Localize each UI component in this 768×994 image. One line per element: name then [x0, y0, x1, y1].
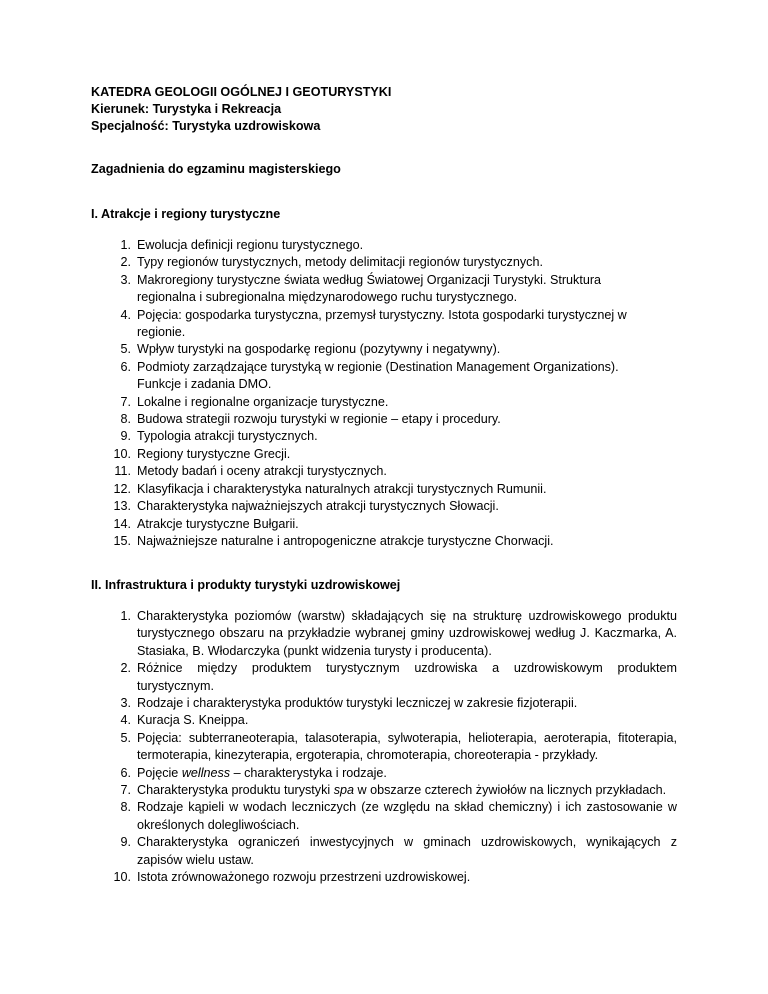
list-item — [0, 712, 677, 729]
item-text: Charakterystyka poziomów (warstw) składających się na strukturę uzdrowiskowego produktu turystycznego obszaru na przykładzie wybranej gminy uzdrowiskowej według J. Kaczmarka, A. Stasiaka, B. Włodarczyka (punkt widzenia turysty i producenta). — [137, 609, 677, 658]
list-item — [0, 765, 677, 782]
item-text-start: Charakterystyka produktu turystyki — [137, 783, 334, 798]
item-text: Typy regionów turystycznych, metody delimitacji regionów turystycznych. — [137, 255, 543, 270]
item-text: Najważniejsze naturalne i antropogeniczne atrakcje turystyczne Chorwacji. — [137, 533, 554, 548]
item-text: Rodzaje i charakterystyka produktów turystyki leczniczej w zakresie fizjoterapii. — [137, 696, 578, 711]
item-number: 2. — [120, 661, 131, 676]
list-item — [0, 834, 677, 869]
list-item — [0, 272, 668, 307]
section2-list — [0, 608, 677, 887]
section1-list — [0, 237, 668, 550]
list-item — [0, 307, 668, 342]
item-number: 5. — [120, 730, 131, 745]
item-number: 11. — [114, 464, 131, 479]
list-item — [0, 660, 677, 695]
list-item — [0, 782, 677, 799]
list-item — [0, 869, 677, 886]
item-number: 3. — [120, 272, 131, 287]
item-number: 3. — [120, 696, 131, 711]
item-text: Kuracja S. Kneippa. — [137, 713, 249, 728]
item-text: Rodzaje kąpieli w wodach leczniczych (ze względu na skład chemiczny) i ich zastosowanie w określonych dolegliwościach. — [137, 800, 677, 832]
item-number: 9. — [120, 835, 131, 850]
item-text: Charakterystyka najważniejszych atrakcji turystycznych Słowacji. — [137, 499, 499, 514]
item-text: Lokalne i regionalne organizacje turystyczne. — [137, 394, 389, 409]
item-text: Atrakcje turystyczne Bułgarii. — [137, 516, 299, 531]
list-item — [0, 608, 677, 660]
item-text: Regiony turystyczne Grecji. — [137, 446, 291, 461]
item-text-italic: spa — [333, 783, 354, 798]
item-number: 6. — [120, 359, 131, 374]
field-of-study: Kierunek: Turystyka i Rekreacja — [91, 102, 282, 116]
item-text: Budowa strategii rozwoju turystyki w regionie – etapy i procedury. — [137, 412, 501, 427]
item-text-italic: wellness — [181, 765, 231, 780]
list-item — [0, 341, 668, 358]
list-item — [0, 498, 668, 515]
item-number: 8. — [120, 800, 131, 815]
item-text: Klasyfikacja i charakterystyka naturalnych atrakcji turystycznych Rumunii. — [137, 481, 547, 496]
item-number: 4. — [120, 713, 131, 728]
item-number: 6. — [120, 765, 131, 780]
list-item — [0, 481, 668, 498]
item-text — [137, 765, 677, 782]
item-text: Różnice między produktem turystycznym uzdrowiska a uzdrowiskowym produktem turystycznym. — [137, 661, 677, 693]
exam-title: Zagadnienia do egzaminu magisterskiego — [91, 162, 341, 176]
list-item — [0, 446, 668, 463]
list-item — [0, 254, 668, 271]
list-item — [0, 533, 668, 550]
item-text — [137, 782, 677, 799]
item-text-end: – charakterystyka i rodzaje. — [230, 765, 387, 780]
list-item — [0, 394, 668, 411]
department-name: KATEDRA GEOLOGII OGÓLNEJ I GEOTURYSTYKI — [91, 85, 392, 99]
list-item — [0, 730, 677, 765]
item-number: 8. — [120, 412, 131, 427]
item-text: Makroregiony turystyczne świata według Światowej Organizacji Turystyki. Struktura regionalna i subregionalna międzynarodowego ruchu turystycznego. — [137, 272, 602, 305]
item-number: 5. — [120, 342, 131, 357]
item-text: Pojęcia: subterraneoterapia, talasoterapia, sylwoterapia, helioterapia, aeroterapia, fitoterapia, termoterapia, kinezyterapia, ergoterapia, chromoterapia, choreoterapia - przykłady. — [137, 730, 677, 763]
item-text: Typologia atrakcji turystycznych. — [137, 429, 318, 444]
item-number: 1. — [120, 609, 131, 623]
item-number: 10. — [113, 870, 131, 885]
item-text: Podmioty zarządzające turystyką w regionie (Destination Management Organizations). Funkcje i zadania DMO. — [137, 359, 619, 392]
list-item — [0, 411, 668, 428]
item-number: 9. — [120, 429, 131, 444]
list-item — [0, 516, 668, 533]
section1-heading: I. Atrakcje i regiony turystyczne — [91, 207, 281, 221]
item-text: Istota zrównoważonego rozwoju przestrzeni uzdrowiskowej. — [137, 870, 471, 885]
list-item — [0, 428, 668, 445]
item-number: 13. — [113, 499, 131, 514]
item-number: 2. — [120, 255, 131, 270]
item-number: 7. — [120, 783, 131, 798]
list-item — [0, 237, 668, 254]
item-text-start: Pojęcie — [137, 765, 182, 780]
list-item — [0, 463, 668, 480]
item-text: Metody badań i oceny atrakcji turystycznych. — [137, 464, 387, 479]
item-number: 14. — [113, 516, 131, 531]
item-number: 12. — [113, 481, 131, 496]
specialty: Specjalność: Turystyka uzdrowiskowa — [91, 119, 321, 133]
item-text: Pojęcia: gospodarka turystyczna, przemysł turystyczny. Istota gospodarki turystycznej w regionie. — [137, 307, 627, 340]
item-text: Ewolucja definicji regionu turystycznego. — [137, 238, 364, 252]
list-item — [0, 799, 677, 834]
section2-heading: II. Infrastruktura i produkty turystyki uzdrowiskowej — [91, 578, 401, 592]
item-number: 10. — [113, 446, 131, 461]
document-header — [91, 84, 691, 135]
list-item — [0, 695, 677, 712]
item-number: 4. — [120, 307, 131, 322]
item-number: 7. — [120, 394, 131, 409]
item-text: Wpływ turystyki na gospodarkę regionu (pozytywny i negatywny). — [137, 342, 501, 357]
item-text: Charakterystyka ograniczeń inwestycyjnych w gminach uzdrowiskowych, wynikających z zapisów wielu ustaw. — [137, 835, 677, 867]
list-item — [0, 359, 668, 394]
item-number: 15. — [113, 533, 131, 548]
item-number: 1. — [120, 238, 131, 252]
item-text-end: w obszarze czterech żywiołów na licznych przykładach. — [354, 783, 667, 798]
